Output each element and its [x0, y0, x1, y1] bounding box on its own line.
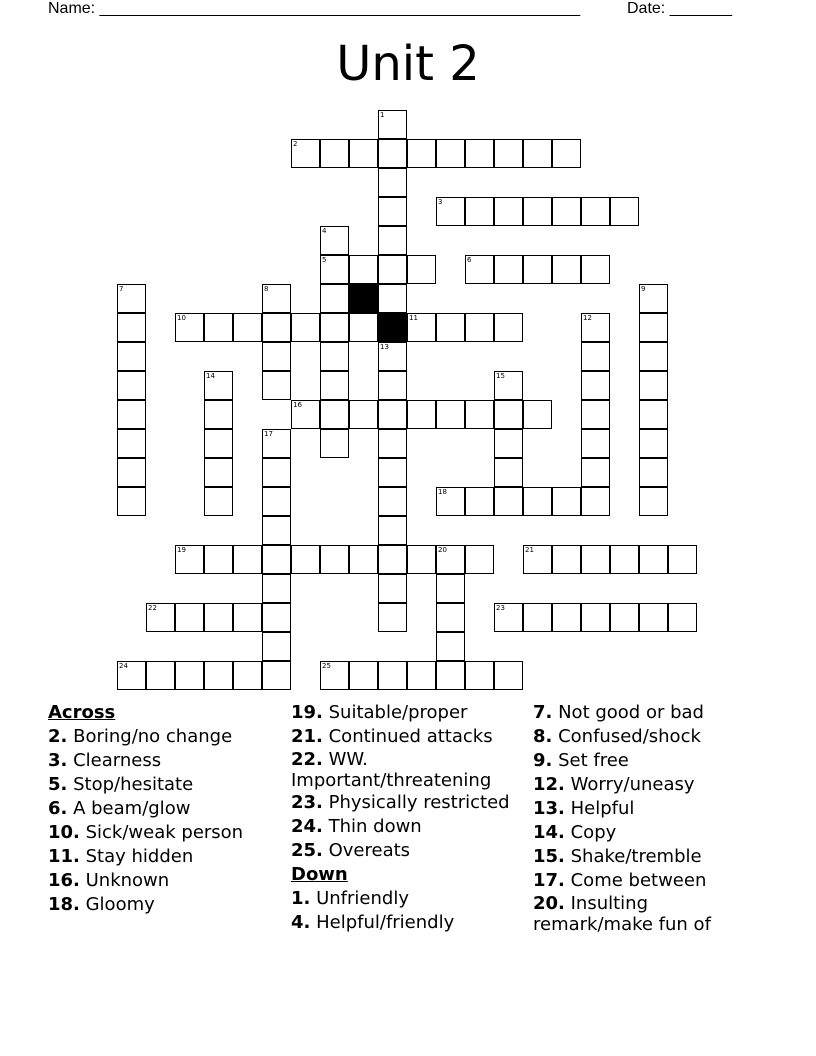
clue-item	[48, 845, 288, 869]
grid-cell[interactable]	[233, 661, 262, 690]
clue-item-number: 7.	[533, 702, 553, 723]
grid-cell[interactable]	[378, 168, 407, 197]
clue-item	[533, 821, 773, 845]
grid-cell[interactable]	[117, 458, 146, 487]
grid-cell[interactable]	[639, 603, 668, 632]
grid-cell[interactable]	[320, 284, 349, 313]
grid-cell[interactable]	[233, 603, 262, 632]
grid-cell[interactable]	[117, 313, 146, 342]
grid-cell[interactable]	[378, 661, 407, 690]
grid-cell[interactable]	[407, 400, 436, 429]
across-clue-list	[48, 725, 288, 917]
grid-cell[interactable]	[262, 458, 291, 487]
clue-item-number: 3.	[48, 750, 68, 771]
clue-item-number: 5.	[48, 774, 68, 795]
clue-item-text: Helpful	[564, 798, 635, 819]
clue-number: 4	[322, 227, 327, 235]
grid-cell[interactable]	[117, 284, 146, 313]
grid-cell[interactable]	[552, 197, 581, 226]
clue-item	[48, 821, 288, 845]
grid-cell[interactable]	[117, 371, 146, 400]
clue-number: 23	[496, 604, 505, 612]
grid-cell[interactable]	[175, 545, 204, 574]
grid-cell[interactable]	[436, 603, 465, 632]
grid-cell[interactable]	[639, 342, 668, 371]
clue-item-number: 11.	[48, 846, 80, 867]
clue-number: 15	[496, 372, 505, 380]
grid-cell[interactable]	[262, 603, 291, 632]
grid-cell[interactable]	[204, 371, 233, 400]
clue-number: 20	[438, 546, 447, 554]
grid-cell[interactable]	[494, 458, 523, 487]
clue-number: 25	[322, 662, 331, 670]
grid-cell[interactable]	[349, 255, 378, 284]
grid-cell[interactable]	[581, 400, 610, 429]
grid-cell[interactable]	[262, 429, 291, 458]
clue-column-3	[533, 701, 773, 935]
grid-cell[interactable]	[581, 197, 610, 226]
grid-cell[interactable]	[117, 487, 146, 516]
clue-column-2	[291, 701, 531, 935]
grid-cell[interactable]	[262, 516, 291, 545]
grid-cell[interactable]	[494, 255, 523, 284]
clue-item-text: Come between	[564, 870, 707, 891]
grid-cell[interactable]	[291, 139, 320, 168]
grid-cell[interactable]	[378, 284, 407, 313]
grid-cell[interactable]	[407, 313, 436, 342]
grid-cell[interactable]	[262, 661, 291, 690]
grid-cell[interactable]	[204, 313, 233, 342]
grid-cell[interactable]	[378, 603, 407, 632]
grid-cell[interactable]	[465, 487, 494, 516]
grid-cell[interactable]	[465, 313, 494, 342]
clue-item-number: 2.	[48, 726, 68, 747]
grid-cell[interactable]	[378, 342, 407, 371]
grid-cell[interactable]	[436, 545, 465, 574]
grid-cell[interactable]	[494, 429, 523, 458]
grid-cell[interactable]	[581, 255, 610, 284]
clue-item-number: 20.	[533, 893, 565, 914]
clue-item-text: Physically restricted	[322, 792, 510, 813]
grid-cell[interactable]	[436, 400, 465, 429]
grid-cell[interactable]	[465, 139, 494, 168]
grid-cell[interactable]	[639, 458, 668, 487]
grid-cell[interactable]	[523, 197, 552, 226]
clue-number: 11	[409, 314, 418, 322]
grid-cell[interactable]	[378, 197, 407, 226]
clue-item-number: 6.	[48, 798, 68, 819]
grid-cell[interactable]	[291, 400, 320, 429]
grid-cell[interactable]	[494, 139, 523, 168]
grid-cell[interactable]	[378, 371, 407, 400]
grid-cell[interactable]	[523, 545, 552, 574]
grid-cell[interactable]	[639, 487, 668, 516]
grid-cell[interactable]	[291, 313, 320, 342]
clue-item	[533, 773, 773, 797]
clue-item-text: Thin down	[322, 816, 422, 837]
grid-cell[interactable]	[204, 429, 233, 458]
grid-cell[interactable]	[262, 632, 291, 661]
grid-cell[interactable]	[320, 342, 349, 371]
grid-cell[interactable]	[349, 139, 378, 168]
grid-cell[interactable]	[262, 574, 291, 603]
clue-number: 2	[293, 140, 298, 148]
grid-cell[interactable]	[552, 603, 581, 632]
clue-item	[291, 791, 531, 815]
clue-number: 6	[467, 256, 472, 264]
down-clue-list	[291, 887, 531, 935]
clue-item-text: Insulting remark/make fun of	[533, 893, 711, 935]
grid-cell[interactable]	[204, 661, 233, 690]
grid-cell[interactable]	[581, 603, 610, 632]
grid-cell[interactable]	[262, 371, 291, 400]
grid-cell[interactable]	[233, 545, 262, 574]
clue-item	[291, 839, 531, 863]
clue-item	[533, 869, 773, 893]
grid-cell[interactable]	[581, 371, 610, 400]
clue-item	[533, 845, 773, 869]
grid-cell[interactable]	[494, 487, 523, 516]
clue-item-number: 22.	[291, 749, 323, 770]
grid-cell[interactable]	[262, 487, 291, 516]
clue-item-text: Clearness	[67, 750, 162, 771]
grid-cell[interactable]	[291, 545, 320, 574]
clue-number: 17	[264, 430, 273, 438]
grid-cell[interactable]	[639, 284, 668, 313]
grid-cell[interactable]	[552, 545, 581, 574]
grid-cell[interactable]	[581, 342, 610, 371]
clue-item-number: 10.	[48, 822, 80, 843]
grid-cell[interactable]	[117, 429, 146, 458]
clue-number: 21	[525, 546, 534, 554]
grid-cell[interactable]	[552, 487, 581, 516]
grid-cell[interactable]	[639, 313, 668, 342]
name-field-label[interactable]: Name: ______________________________________________________	[48, 0, 581, 17]
grid-cell[interactable]	[349, 313, 378, 342]
grid-cell[interactable]	[465, 255, 494, 284]
down-heading: Down	[291, 864, 348, 885]
clue-item	[291, 725, 531, 749]
grid-cell[interactable]	[320, 400, 349, 429]
clue-item	[533, 797, 773, 821]
clue-item	[533, 701, 773, 725]
grid-cell[interactable]	[494, 400, 523, 429]
grid-cell[interactable]	[378, 458, 407, 487]
across-clue-list-continued	[291, 701, 531, 863]
grid-cell[interactable]	[117, 342, 146, 371]
clue-number: 3	[438, 198, 443, 206]
grid-cell[interactable]	[146, 603, 175, 632]
grid-cell[interactable]	[378, 574, 407, 603]
clue-number: 10	[177, 314, 186, 322]
grid-cell[interactable]	[175, 313, 204, 342]
clue-number: 9	[641, 285, 646, 293]
grid-cell[interactable]	[407, 255, 436, 284]
clue-item-number: 24.	[291, 816, 323, 837]
grid-cell[interactable]	[320, 255, 349, 284]
grid-cell[interactable]	[436, 313, 465, 342]
clue-item	[48, 725, 288, 749]
grid-cell[interactable]	[407, 545, 436, 574]
clue-item-number: 16.	[48, 870, 80, 891]
grid-cell[interactable]	[494, 661, 523, 690]
clue-item	[48, 893, 288, 917]
grid-cell[interactable]	[378, 255, 407, 284]
clue-item-text: A beam/glow	[67, 798, 191, 819]
grid-cell[interactable]	[320, 313, 349, 342]
grid-cell[interactable]	[581, 429, 610, 458]
grid-cell[interactable]	[494, 371, 523, 400]
clue-item-number: 9.	[533, 750, 553, 771]
clue-item	[291, 815, 531, 839]
grid-cell[interactable]	[117, 400, 146, 429]
grid-cell[interactable]	[668, 545, 697, 574]
grid-cell[interactable]	[378, 545, 407, 574]
clue-item	[533, 749, 773, 773]
date-field-label[interactable]: Date: _______	[627, 0, 732, 17]
grid-cell[interactable]	[378, 487, 407, 516]
grid-cell[interactable]	[320, 139, 349, 168]
grid-cell[interactable]	[523, 487, 552, 516]
clue-item-text: Stay hidden	[79, 846, 194, 867]
page-title: Unit 2	[336, 36, 480, 92]
grid-cell[interactable]	[204, 545, 233, 574]
grid-cell[interactable]	[581, 313, 610, 342]
clue-number: 18	[438, 488, 447, 496]
grid-cell[interactable]	[610, 545, 639, 574]
grid-cell[interactable]	[320, 371, 349, 400]
grid-cell[interactable]	[233, 313, 262, 342]
grid-cell[interactable]	[436, 632, 465, 661]
grid-cell[interactable]	[639, 545, 668, 574]
clue-number: 8	[264, 285, 269, 293]
clue-number: 13	[380, 343, 389, 351]
clue-item	[291, 749, 531, 791]
clue-item-number: 8.	[533, 726, 553, 747]
grid-cell[interactable]	[581, 545, 610, 574]
grid-cell[interactable]	[465, 400, 494, 429]
clue-item-number: 1.	[291, 888, 311, 909]
grid-cell[interactable]	[523, 400, 552, 429]
grid-cell[interactable]	[262, 342, 291, 371]
grid-cell[interactable]	[204, 458, 233, 487]
clue-number: 12	[583, 314, 592, 322]
clue-column-1	[48, 701, 288, 917]
grid-cell[interactable]	[436, 487, 465, 516]
grid-cell[interactable]	[407, 661, 436, 690]
clue-item-text: Gloomy	[79, 894, 155, 915]
clue-item-number: 17.	[533, 870, 565, 891]
grid-cell[interactable]	[204, 400, 233, 429]
grid-cell[interactable]	[378, 110, 407, 139]
grid-cell[interactable]	[581, 487, 610, 516]
grid-cell[interactable]	[378, 516, 407, 545]
grid-cell[interactable]	[320, 545, 349, 574]
across-heading: Across	[48, 702, 116, 723]
grid-cell[interactable]	[349, 661, 378, 690]
grid-cell[interactable]	[378, 429, 407, 458]
grid-cell[interactable]	[465, 661, 494, 690]
grid-cell[interactable]	[349, 400, 378, 429]
grid-cell[interactable]	[175, 661, 204, 690]
clue-item-number: 14.	[533, 822, 565, 843]
clue-item	[48, 773, 288, 797]
clue-item-number: 23.	[291, 792, 323, 813]
grid-cell[interactable]	[378, 226, 407, 255]
clue-item-text: Stop/hesitate	[67, 774, 194, 795]
grid-cell[interactable]	[523, 603, 552, 632]
grid-cell[interactable]	[465, 197, 494, 226]
clue-number: 24	[119, 662, 128, 670]
clue-item-number: 13.	[533, 798, 565, 819]
black-square	[378, 313, 407, 342]
grid-cell[interactable]	[378, 139, 407, 168]
grid-cell[interactable]	[436, 661, 465, 690]
clue-item	[48, 749, 288, 773]
clue-item-text: Overeats	[322, 840, 411, 861]
clue-item-text: Continued attacks	[322, 726, 493, 747]
grid-cell[interactable]	[639, 371, 668, 400]
grid-cell[interactable]	[436, 139, 465, 168]
grid-cell[interactable]	[436, 574, 465, 603]
grid-cell[interactable]	[494, 197, 523, 226]
clue-item-number: 19.	[291, 702, 323, 723]
clue-number: 1	[380, 111, 385, 119]
grid-cell[interactable]	[610, 197, 639, 226]
grid-cell[interactable]	[175, 603, 204, 632]
clue-item-text: Worry/uneasy	[564, 774, 695, 795]
clue-number: 22	[148, 604, 157, 612]
grid-cell[interactable]	[668, 603, 697, 632]
grid-cell[interactable]	[494, 313, 523, 342]
clue-number: 5	[322, 256, 327, 264]
clue-item-number: 12.	[533, 774, 565, 795]
clue-item-text: Suitable/proper	[322, 702, 468, 723]
grid-cell[interactable]	[378, 400, 407, 429]
grid-cell[interactable]	[349, 545, 378, 574]
clue-item-text: Set free	[552, 750, 629, 771]
clue-item-number: 18.	[48, 894, 80, 915]
clue-item	[291, 701, 531, 725]
grid-cell[interactable]	[320, 661, 349, 690]
clue-item-text: Copy	[564, 822, 617, 843]
clue-item	[291, 887, 531, 911]
grid-cell[interactable]	[407, 139, 436, 168]
grid-cell[interactable]	[204, 603, 233, 632]
clue-item-text: Sick/weak person	[79, 822, 244, 843]
down-clue-list-continued	[533, 701, 773, 935]
clue-item	[533, 725, 773, 749]
grid-cell[interactable]	[523, 255, 552, 284]
clue-item-number: 15.	[533, 846, 565, 867]
clue-item-text: Unfriendly	[310, 888, 409, 909]
grid-cell[interactable]	[523, 139, 552, 168]
clue-item	[533, 893, 773, 935]
grid-cell[interactable]	[204, 487, 233, 516]
grid-cell[interactable]	[436, 197, 465, 226]
grid-cell[interactable]	[146, 661, 175, 690]
grid-cell[interactable]	[581, 458, 610, 487]
grid-cell[interactable]	[262, 545, 291, 574]
clue-item-number: 25.	[291, 840, 323, 861]
grid-cell[interactable]	[552, 255, 581, 284]
grid-cell[interactable]	[494, 603, 523, 632]
clue-number: 14	[206, 372, 215, 380]
clue-item	[291, 911, 531, 935]
clue-item-text: Not good or bad	[552, 702, 704, 723]
grid-cell[interactable]	[262, 284, 291, 313]
clue-number: 16	[293, 401, 302, 409]
grid-cell[interactable]	[320, 429, 349, 458]
grid-cell[interactable]	[320, 226, 349, 255]
clue-item-text: Confused/shock	[552, 726, 701, 747]
clue-item-text: Shake/tremble	[564, 846, 702, 867]
clue-item-number: 21.	[291, 726, 323, 747]
clue-item-text: Helpful/friendly	[310, 912, 455, 933]
grid-cell[interactable]	[639, 429, 668, 458]
grid-cell[interactable]	[465, 545, 494, 574]
grid-cell[interactable]	[262, 313, 291, 342]
clue-item	[48, 797, 288, 821]
clue-number: 19	[177, 546, 186, 554]
grid-cell[interactable]	[117, 661, 146, 690]
clue-item	[48, 869, 288, 893]
clue-item-number: 4.	[291, 912, 311, 933]
grid-cell[interactable]	[610, 603, 639, 632]
clue-item-text: Boring/no change	[67, 726, 233, 747]
clue-number: 7	[119, 285, 124, 293]
grid-cell[interactable]	[639, 400, 668, 429]
clue-item-text: WW. Important/threatening	[291, 749, 492, 791]
black-square	[349, 284, 378, 313]
grid-cell[interactable]	[552, 139, 581, 168]
clue-item-text: Unknown	[79, 870, 170, 891]
